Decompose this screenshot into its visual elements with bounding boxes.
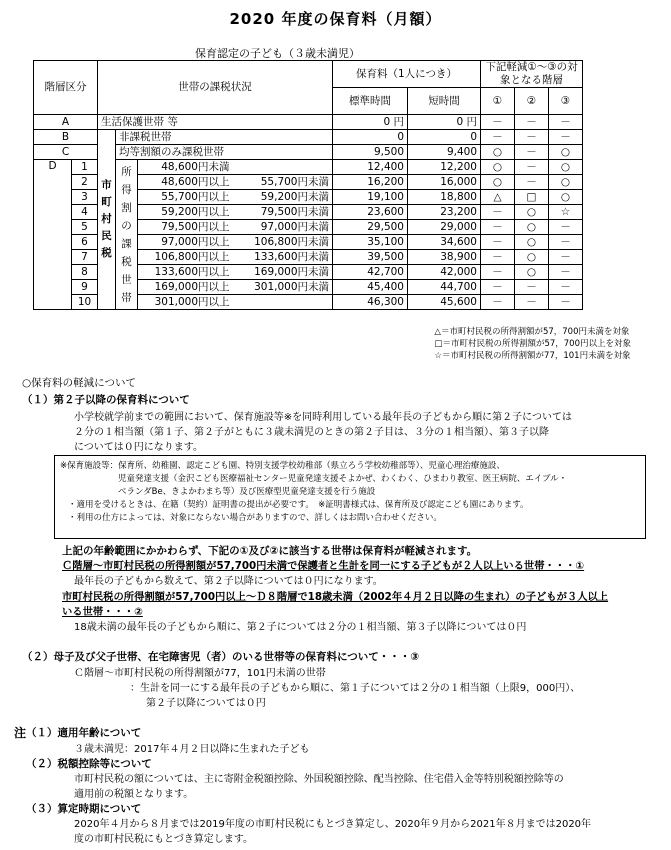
shotoku-label: 所得割の課税世帯 [116,160,138,310]
legend-item: △＝市町村民税の所得割額が57，700円未満を対象 [434,327,630,337]
s1-title: （１）第２子以降の保育料について [22,394,190,406]
n2-body: 市町村民税の額については、主に寄附金税額控除、外国税額控除、配当控除、住宅借入金等特別税額控除等の 適用前の税額となります。 [74,774,564,800]
header-col2: ② [515,88,549,115]
table-row: B 市町村民税 非課税世帯 0 0 － － － [34,130,583,145]
n2-title: （２）税額控除等について [26,758,152,770]
n1-title: （１）適用年齢について [26,727,142,739]
table-subtitle: 保育認定の子ども（３歳未満児） [195,47,360,60]
notes-label: 注 [14,726,27,740]
table-row: 4 59,200円以上 79,500円未満 23,600 23,200 － ○ ☆ [34,205,583,220]
s2-title: （２）母子及び父子世帯、在宅障害児（者）のいる世帯等の保育料について・・・③ [22,651,420,663]
n3-title: （３）算定時期について [26,803,142,815]
table-row: 10 301,000円以上 46,300 45,600 － － － [34,295,583,310]
cond1-body: 最年長の子どもから数えて、第２子以降については０円になります。 [74,576,383,587]
s2-line1: Ｃ階層～市町村民税の所得割額が77，101円未満の世帯 [74,668,326,679]
table-row: 8 133,600円以上 169,000円未満 42,700 42,000 － ○ － [34,265,583,280]
s2-line3: 第２子以降については０円 [146,698,266,709]
legend [434,325,631,361]
cond2-body: 18歳未満の最年長の子どもから順に、第２子については２分の１相当額、第３子以降については０円 [74,622,527,633]
n3-body: 2020年４月から８月までは2019年度の市町村民税にもとづき算定し、2020年９月から2021年８月までは2020年 度の市町村民税にもとづき算定します。 [74,819,592,845]
table-row: 7 106,800円以上 133,600円未満 39,500 38,900 － ○ － [34,250,583,265]
page-title: 2020 年度の保育料（月額） [229,10,442,28]
note-text: ※保育施設等：保育所、幼稚園、認定こども園、特別支援学校幼稚部（県立ろう学校幼稚部等）、児童心理治療施設、 児童発達支援（金沢こども医療福祉センター児童発達支援そよかぜ、わくわく、ひまわり教室、医王病院、エイブル・ ベランダBe、きよかわまち等）及び医療型児童発達支援を行う施設 ・適用を受けるときは、在籍（契約）証明書の提出が必要です。 ※証明書様式は、保育所及び認定こども園にあります。 ・利用の仕方によっては、対象にならない場合がありますので、詳しくはお問い合わせください。 [60,461,568,523]
table-row: 3 55,700円以上 59,200円未満 19,100 18,800 △ □ ○ [34,190,583,205]
header-fee: 保育料（1人につき） [333,61,481,88]
header-kaiso: 階層区分 [34,61,98,115]
cond2-a: 市町村民税の所得割額が57,700円以上～Ｄ８階層で18歳未満（2002年４月２日以降の生まれ）の子どもが３人以上 [62,591,609,603]
table-row: D 1 所得割の課税世帯 48,600円未満 12,400 12,200 ○ － ○ [34,160,583,175]
legend-item: □＝市町村民税の所得割額が57，700円以上を対象 [434,339,631,349]
header-target: 下記軽減①～③の対象となる階層 [481,61,583,88]
shichoson-label: 市町村民税 [98,130,116,310]
table-row: C 均等割額のみ課税世帯 9,500 9,400 ○ － ○ [34,145,583,160]
table-row: 9 169,000円以上 301,000円未満 45,400 44,700 － － － [34,280,583,295]
n1-body: ３歳未満児：2017年４月２日以降に生まれた子ども [74,744,310,755]
header-short: 短時間 [408,88,481,115]
table-row: 6 97,000円以上 106,800円未満 35,100 34,600 － ○ － [34,235,583,250]
table-row: A 生活保護世帯 等 0 円 0 円 － － － [34,115,583,130]
fee-table [33,60,583,310]
cond1: Ｃ階層～市町村民税の所得割額が57,700円未満で保護者と生計を同一にする子どもが２人以上いる世帯・・・① [62,560,585,572]
legend-item: ☆＝市町村民税の所得割額が77，101円未満を対象 [434,351,631,361]
para1: 上記の年齢範囲にかかわらず、下記の①及び②に該当する世帯は保育料が軽減されます。 [62,545,478,557]
header-col1: ① [481,88,515,115]
s2-line2: ：生計を同一にする最年長の子どもから順に、第１子については２分の１相当額（上限9，000円）、 [130,683,581,694]
table-row: 2 48,600円以上 55,700円未満 16,200 16,000 ○ － ○ [34,175,583,190]
header-standard: 標準時間 [333,88,408,115]
header-kazei: 世帯の課税状況 [98,61,333,115]
s1-body: 小学校就学前までの範囲において、保育施設等※を同時利用している最年長の子どもから順に第２子については ２分の１相当額（第１子、第２子がともに３歳未満児のときの第２子目は、３分の１相当額）、第３子以降 については０円になります。 [74,412,572,453]
table-row: 5 79,500円以上 97,000円未満 29,500 29,000 － ○ － [34,220,583,235]
header-col3: ③ [549,88,583,115]
cond2-b: いる世帯・・・② [62,606,143,618]
section-title: ○保育料の軽減について [22,377,136,389]
